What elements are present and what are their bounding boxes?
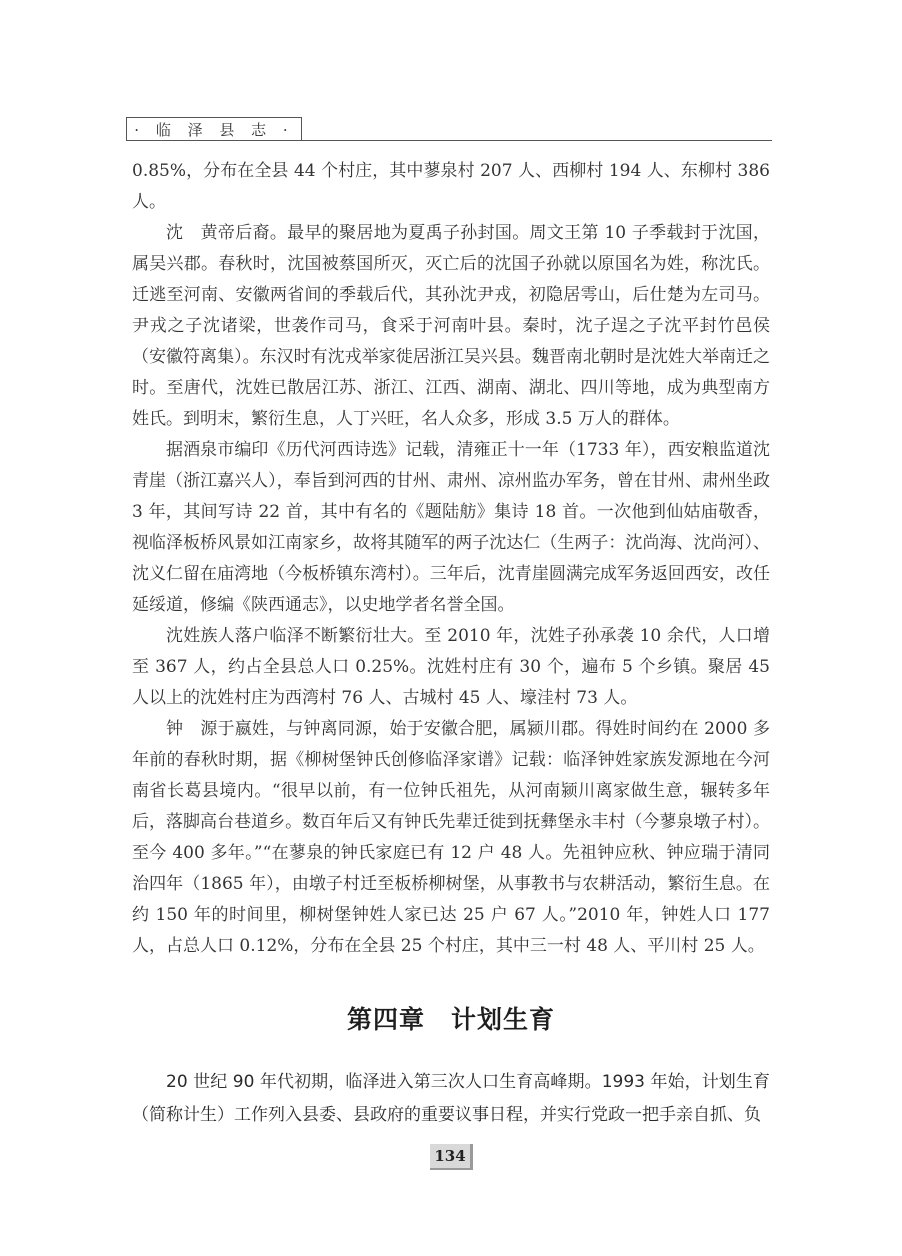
running-header [126, 117, 302, 141]
paragraph-shen-population: 沈姓族人落户临泽不断繁衍壮大。至 2010 年，沈姓子孙承袭 10 余代，人口增至 367 人，约占全县总人口 0.25%。沈姓村庄有 30 个，遍布 5 个乡镇。聚居 45 人以上的沈姓村庄为西湾村 76 人、古城村 45 人、壕洼村 73 人。 [132, 626, 770, 708]
header-rule [302, 140, 772, 141]
body-text [132, 156, 770, 962]
paragraph-family-planning: 20 世纪 90 年代初期，临泽进入第三次人口生育高峰期。1993 年始，计划生育（简称计生）工作列入县委、县政府的重要议事日程，并实行党政一把手亲自抓、负 [132, 1072, 770, 1125]
paragraph-continuation: 0.85%，分布在全县 44 个村庄，其中蓼泉村 207 人、西柳村 194 人、东柳村 386 人。 [132, 161, 770, 212]
running-header-title: · 临 泽 县 志 · [134, 120, 294, 139]
paragraph-zhong-origin: 钟 源于嬴姓，与钟离同源，始于安徽合肥，属颍川郡。得姓时间约在 2000 多年前的春秋时期，据《柳树堡钟氏创修临泽家谱》记载：临泽钟姓家族发源地在今河南省长葛县境内。“很早以前，有一位钟氏祖先，从河南颍川离家做生意，辗转多年后，落脚高台巷道乡。数百年后又有钟氏先辈迁徙到抚彝堡永丰村（今蓼泉墩子村）。至今 400 多年。”“在蓼泉的钟氏家庭已有 12 户 48 人。先祖钟应秋、钟应瑞于清同治四年（1865 年），由墩子村迁至板桥柳树堡，从事教书与农耕活动，繁衍生息。在约 150 年的时间里，柳树堡钟姓人家已达 25 户 67 人。”2010 年，钟姓人口 177 人，占总人口 0.12%，分布在全县 25 个村庄，其中三一村 48 人、平川村 25 人。 [132, 719, 770, 956]
chapter-title: 第四章 计划生育 [346, 1005, 555, 1034]
page-number-label: 134 [434, 1147, 466, 1165]
paragraph-shen-qingya: 据酒泉市编印《历代河西诗选》记载，清雍正十一年（1733 年），西安粮监道沈青崖（浙江嘉兴人），奉旨到河西的甘州、肃州、凉州监办军务，曾在甘州、肃州坐政 3 年，其间写诗 22 首，其中有名的《题陆舫》集诗 18 首。一次他到仙姑庙敬香，视临泽板桥风景如江南家乡，故将其随军的两子沈达仁（生两子：沈尚海、沈尚河）、沈义仁留在庙湾地（今板桥镇东湾村）。三年后，沈青崖圆满完成军务返回西安，改任延绥道，修编《陕西通志》，以史地学者名誉全国。 [132, 440, 770, 615]
page-number [430, 1144, 473, 1170]
chapter-body [132, 1066, 770, 1132]
paragraph-shen-origin: 沈 黄帝后裔。最早的聚居地为夏禹子孙封国。周文王第 10 子季载封于沈国，属吴兴郡。春秋时，沈国被蔡国所灭，灭亡后的沈国子孙就以原国名为姓，称沈氏。迁逃至河南、安徽两省间的季载后代，其孙沈尹戎，初隐居雩山，后仕楚为左司马。尹戎之子沈诸梁，世袭作司马，食采于河南叶县。秦时，沈子逞之子沈平封竹邑侯（安徽符离集）。东汉时有沈戎举家徙居浙江吴兴县。魏晋南北朝时是沈姓大举南迁之时。至唐代，沈姓已散居江苏、浙江、江西、湖南、湖北、四川等地，成为典型南方姓氏。到明末，繁衍生息，人丁兴旺，名人众多，形成 3.5 万人的群体。 [132, 223, 770, 429]
